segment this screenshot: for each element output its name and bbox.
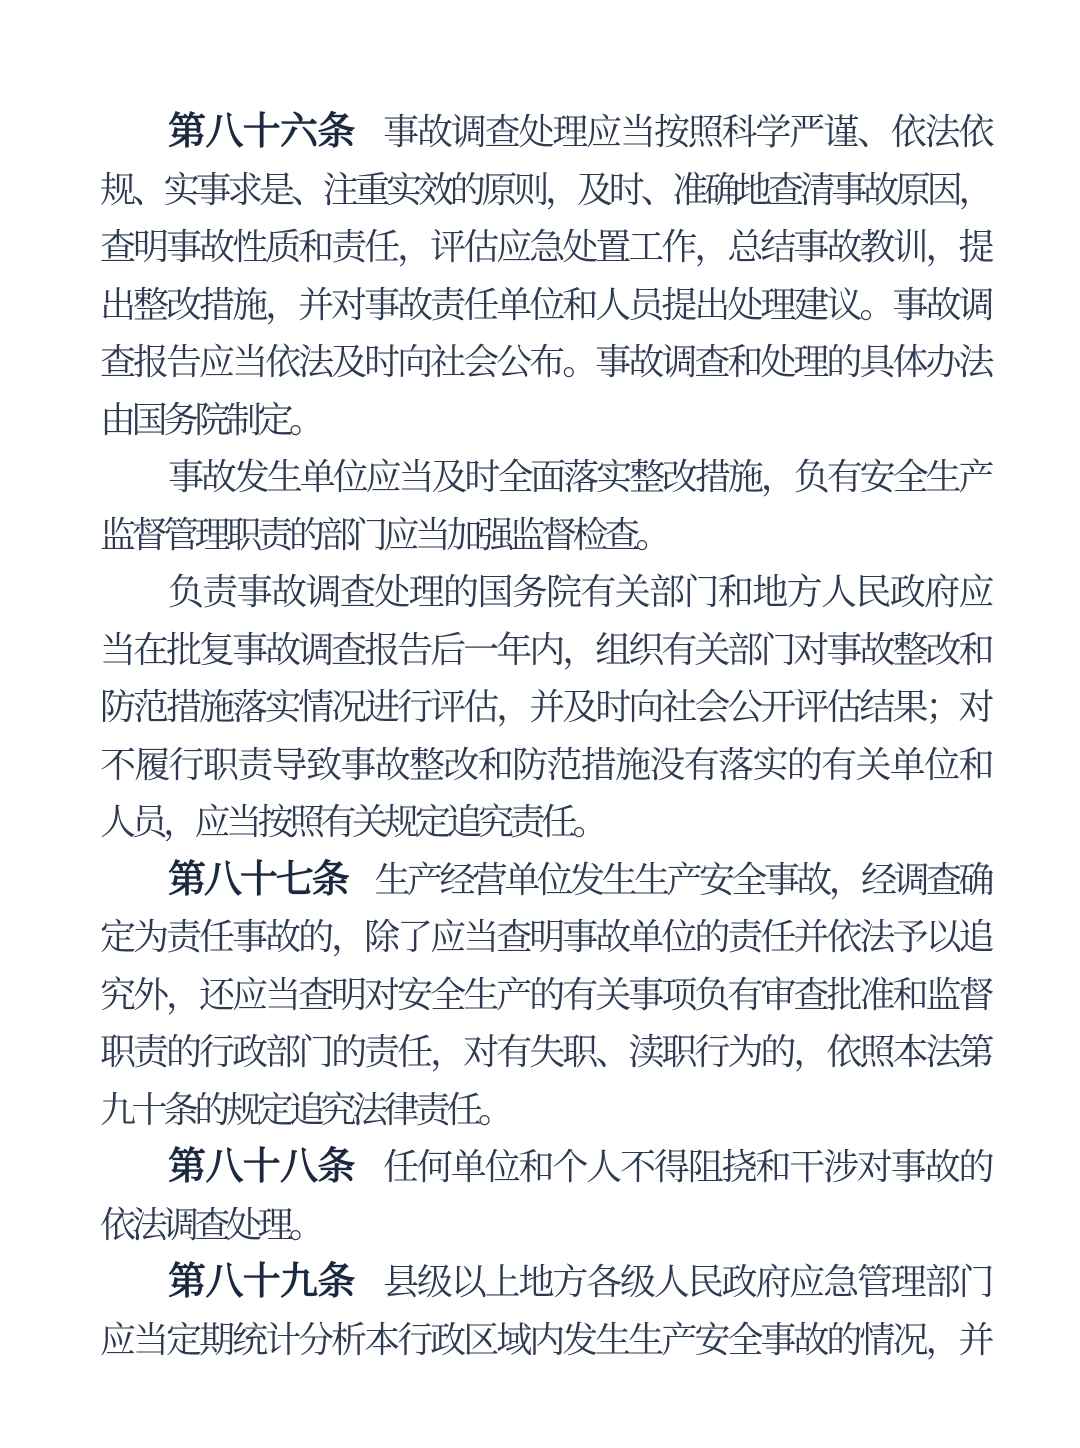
article-number: 第八十七条 [168,858,348,901]
text-line [100,909,990,967]
line-text: 究外，还应当查明对安全生产的有关事项负有审查批准和监督 [100,974,990,1015]
line-text: 事故调查处理应当按照科学严谨、依法依 [380,112,990,152]
document-body [100,104,990,1369]
text-line [100,392,990,450]
text-line [100,449,990,507]
text-line [100,967,990,1025]
line-text: 查明事故性质和责任，评估应急处置工作，总结事故教训，提 [100,227,990,267]
text-line [100,1197,990,1255]
line-text: 九十条的规定追究法律责任。 [100,1089,510,1130]
line-text: 依法调查处理。 [100,1204,321,1245]
line-text: 县级以上地方各级人民政府应急管理部门 [380,1262,990,1302]
text-line [100,104,990,162]
article-number: 第八十八条 [168,1146,355,1188]
text-line [100,564,990,622]
text-line [100,1312,990,1370]
line-text: 任何单位和个人不得阻挠和干涉对事故的 [380,1147,990,1187]
text-line [100,1024,990,1082]
text-line [100,622,990,680]
text-line [100,1082,990,1140]
line-text: 负责事故调查处理的国务院有关部门和地方人民政府应 [168,572,990,612]
line-text: 规、实事求是、注重实效的原则，及时、准确地查清事故原因， [100,169,990,210]
text-line [100,852,990,910]
text-line [100,679,990,737]
line-text: 由国务院制定。 [100,399,321,440]
line-text: 人员，应当按照有关规定追究责任。 [100,802,605,842]
line-text: 防范措施落实情况进行评估，并及时向社会公开评估结果；对 [100,687,990,727]
line-text: 定为责任事故的，除了应当查明事故单位的责任并依法予以追 [100,917,990,957]
text-line [100,334,990,392]
text-line [100,794,990,852]
text-line [100,507,990,565]
text-line [100,219,990,277]
line-text: 不履行职责导致事故整改和防范措施没有落实的有关单位和 [100,744,990,785]
line-text: 查报告应当依法及时向社会公布。事故调查和处理的具体办法 [100,342,990,382]
text-line [100,162,990,220]
article-number: 第八十九条 [168,1261,355,1303]
article-number: 第八十六条 [168,111,355,153]
text-line [100,1254,990,1312]
line-text: 应当定期统计分析本行政区域内发生生产安全事故的情况，并 [100,1319,990,1360]
line-text: 出整改措施，并对事故责任单位和人员提出处理建议。事故调 [100,284,990,325]
text-line [100,737,990,795]
line-text: 当在批复事故调查报告后一年内，组织有关部门对事故整改和 [100,629,990,670]
line-text: 监督管理职责的部门应当加强监督检查。 [100,514,668,555]
text-line [100,277,990,335]
text-line [100,1139,990,1197]
line-text: 事故发生单位应当及时全面落实整改措施，负有安全生产 [168,457,990,497]
line-text: 职责的行政部门的责任，对有失职、渎职行为的，依照本法第 [100,1032,990,1072]
line-text: 生产经营单位发生生产安全事故，经调查确 [373,859,990,900]
